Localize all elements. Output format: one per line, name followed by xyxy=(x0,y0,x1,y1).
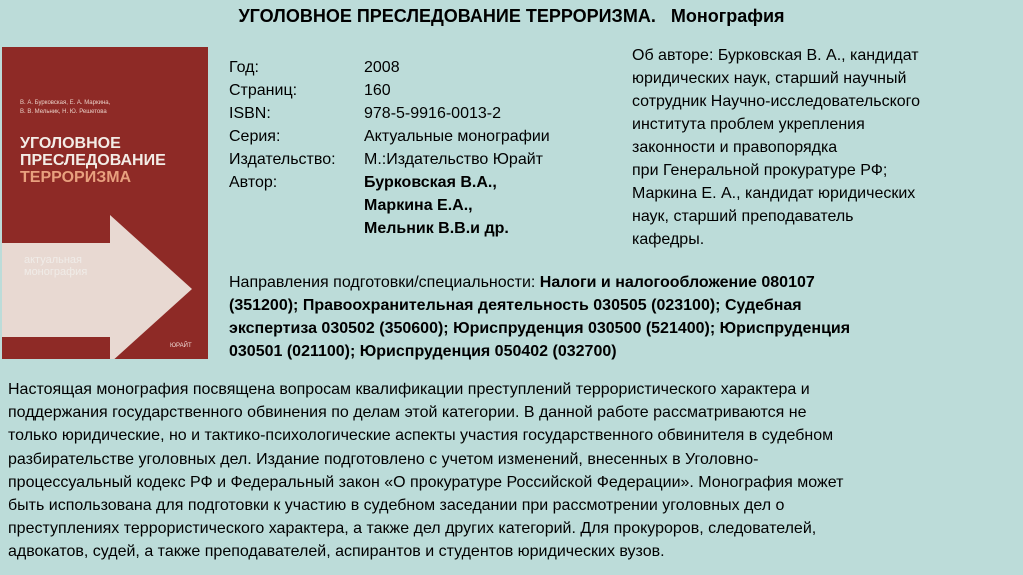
detail-row-author xyxy=(229,171,550,194)
detail-label: Автор: xyxy=(229,174,278,191)
book-description xyxy=(8,378,1016,564)
page-title xyxy=(0,6,1023,27)
description-line: Настоящая монография посвящена вопросам квалификации преступлений террористического характера и xyxy=(8,381,810,398)
detail-row-author xyxy=(229,217,550,240)
cover-title-line: ПРЕСЛЕДОВАНИЕ xyxy=(20,152,166,169)
book-type: Монография xyxy=(670,6,785,26)
detail-value: Актуальные монографии xyxy=(364,128,550,145)
detail-row-publisher xyxy=(229,148,550,171)
detail-value: 160 xyxy=(364,82,391,99)
description-line: поддержания государственного обвинения по делам этой категории. В данной работе рассматриваются не xyxy=(8,404,807,422)
specialties-label: Направления подготовки/специальности: xyxy=(229,274,540,291)
description-line: адвокатов, судей, а также преподавателей, аспирантов и студентов юридических вузов. xyxy=(8,543,665,561)
book-details xyxy=(229,56,550,240)
cover-authors-line: В. В. Мельник, Н. Ю. Решетова xyxy=(20,109,107,115)
detail-value: Маркина Е.А., xyxy=(364,197,473,214)
specialties-line: 030501 (021100); Юриспруденция 050402 (032700) xyxy=(229,343,617,360)
specialties-line xyxy=(229,271,1009,294)
detail-label: ISBN: xyxy=(229,105,271,122)
about-line: кафедры. xyxy=(632,231,705,248)
detail-label: Издательство: xyxy=(229,151,336,168)
about-line: Об авторе: Бурковская В. А., кандидат xyxy=(632,47,919,64)
about-author xyxy=(632,44,1017,251)
detail-value: М.:Издательство Юрайт xyxy=(364,151,543,168)
detail-value: 978-5-9916-0013-2 xyxy=(364,105,501,122)
about-line: при Генеральной прокуратуре РФ; xyxy=(632,162,888,179)
detail-label: Страниц: xyxy=(229,82,298,99)
specialties xyxy=(229,271,1009,363)
cover-series-line: актуальная xyxy=(24,254,83,266)
description-line: разбирательстве уголовных дел. Издание подготовлено с учетом изменений, внесенных в Уголовно- xyxy=(8,450,759,468)
cover-series xyxy=(24,254,144,278)
specialties-line: экспертиза 030502 (350600); Юриспруденция 030500 (521400); Юриспруденция xyxy=(229,320,851,337)
about-line: законности и правопорядка xyxy=(632,139,838,156)
specialties-value: Налоги и налогообложение 080107 xyxy=(539,274,815,291)
detail-row-isbn xyxy=(229,102,550,125)
book-cover xyxy=(2,47,208,359)
detail-row-author xyxy=(229,194,550,217)
about-line: Маркина Е. А., кандидат юридических xyxy=(632,185,916,202)
description-line: быть использована для подготовки к участию в судебном заседании при рассмотрении уголовных дел о xyxy=(8,497,785,515)
detail-label: Серия: xyxy=(229,128,281,145)
about-line: института проблем укрепления xyxy=(632,116,865,133)
detail-value: Бурковская В.А., xyxy=(364,174,497,191)
about-line: наук, старший преподаватель xyxy=(632,208,854,225)
description-line: процессуальный кодекс РФ и Федеральный закон «О прокуратуре Российской Федерации». Монография может xyxy=(8,473,844,491)
cover-title-line: ТЕРРОРИЗМА xyxy=(20,169,132,186)
about-line: юридических наук, старший научный xyxy=(632,70,907,87)
detail-row-series xyxy=(229,125,550,148)
specialties-line: (351200); Правоохранительная деятельность 030505 (023100); Судебная xyxy=(229,297,802,314)
detail-value: 2008 xyxy=(364,59,400,76)
cover-title-line: УГОЛОВНОЕ xyxy=(20,135,121,152)
cover-authors xyxy=(20,99,200,117)
detail-label: Год: xyxy=(229,59,259,76)
cover-authors-line: В. А. Бурковская, Е. А. Маркина, xyxy=(20,100,111,106)
description-line: только юридические, но и тактико-психологические аспекты участия государственного обвинителя в судебном xyxy=(8,427,834,445)
detail-value: Мельник В.В.и др. xyxy=(364,220,509,237)
cover-series-line: монография xyxy=(24,266,88,278)
cover-publisher: ЮРАЙТ xyxy=(170,343,192,349)
book-title: УГОЛОВНОЕ ПРЕСЛЕДОВАНИЕ ТЕРРОРИЗМА. xyxy=(238,6,656,26)
cover-arrow-icon xyxy=(2,215,208,359)
detail-row-year xyxy=(229,56,550,79)
detail-row-pages xyxy=(229,79,550,102)
description-line: преступлениях террористического характера, а также дел других категорий. Для прокуроров, следователей, xyxy=(8,520,817,538)
about-line: сотрудник Научно-исследовательского xyxy=(632,93,921,110)
cover-title xyxy=(20,135,200,186)
